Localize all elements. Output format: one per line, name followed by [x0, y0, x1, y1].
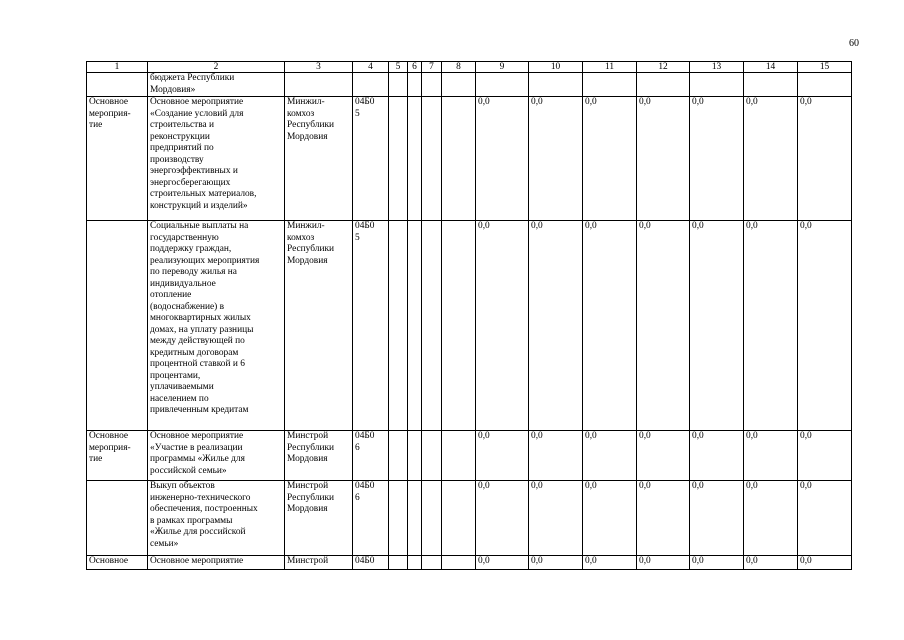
value-cell [476, 73, 529, 97]
value-cell [408, 97, 422, 221]
value-cell: 0,0 [529, 556, 583, 570]
value-cell [408, 481, 422, 556]
value-cell [408, 221, 422, 431]
value-cell: 0,0 [583, 431, 637, 481]
activity-type-cell: Основное [87, 556, 148, 570]
executor-cell: Минстрой Республики Мордовия [285, 431, 353, 481]
value-cell: 0,0 [476, 221, 529, 431]
value-cell: 0,0 [476, 97, 529, 221]
code-cell: 04Б0 5 [353, 97, 389, 221]
executor-cell: Минжил- комхоз Республики Мордовия [285, 97, 353, 221]
executor-cell: Минстрой [285, 556, 353, 570]
value-cell: 0,0 [798, 97, 852, 221]
value-cell: 0,0 [744, 221, 798, 431]
value-cell: 0,0 [744, 556, 798, 570]
value-cell: 0,0 [744, 481, 798, 556]
column-number-header: 3 [285, 62, 353, 73]
activity-type-cell: Основное мероприя- тие [87, 431, 148, 481]
value-cell [529, 73, 583, 97]
executor-cell [285, 73, 353, 97]
value-cell [389, 431, 408, 481]
page-number: 60 [849, 38, 859, 49]
column-number-header: 7 [422, 62, 442, 73]
value-cell [389, 221, 408, 431]
code-cell: 04Б0 6 [353, 481, 389, 556]
value-cell: 0,0 [529, 97, 583, 221]
value-cell: 0,0 [637, 556, 690, 570]
code-cell: 04Б0 5 [353, 221, 389, 431]
value-cell: 0,0 [690, 431, 744, 481]
column-number-header: 10 [529, 62, 583, 73]
value-cell: 0,0 [798, 431, 852, 481]
activity-name-cell: Выкуп объектов инженерно-технического обеспечения, построенных в рамках программы «Жилье для российской семьи» [148, 481, 285, 556]
value-cell: 0,0 [476, 431, 529, 481]
value-cell: 0,0 [476, 556, 529, 570]
column-number-header: 12 [637, 62, 690, 73]
table-row [87, 97, 852, 221]
value-cell: 0,0 [744, 97, 798, 221]
value-cell: 0,0 [690, 221, 744, 431]
column-number-header: 5 [389, 62, 408, 73]
value-cell [408, 431, 422, 481]
value-cell [637, 73, 690, 97]
value-cell: 0,0 [583, 481, 637, 556]
column-number-header: 11 [583, 62, 637, 73]
value-cell: 0,0 [798, 481, 852, 556]
value-cell: 0,0 [637, 481, 690, 556]
value-cell: 0,0 [798, 556, 852, 570]
value-cell [583, 73, 637, 97]
value-cell [798, 73, 852, 97]
table-row [87, 481, 852, 556]
value-cell [442, 97, 476, 221]
value-cell: 0,0 [529, 431, 583, 481]
column-number-header: 8 [442, 62, 476, 73]
value-cell [389, 97, 408, 221]
value-cell: 0,0 [583, 97, 637, 221]
column-number-header: 2 [148, 62, 285, 73]
value-cell [389, 481, 408, 556]
value-cell: 0,0 [637, 431, 690, 481]
column-number-header: 13 [690, 62, 744, 73]
value-cell [422, 481, 442, 556]
activity-name-cell: Основное мероприятие «Создание условий для строительства и реконструкции предприятий по производству энергоэффективных и энергосберегающих строительных материалов, конструкций и изделий» [148, 97, 285, 221]
value-cell [408, 556, 422, 570]
value-cell: 0,0 [583, 556, 637, 570]
column-number-row [87, 62, 852, 73]
column-number-header: 1 [87, 62, 148, 73]
value-cell: 0,0 [476, 481, 529, 556]
value-cell [389, 556, 408, 570]
value-cell: 0,0 [690, 481, 744, 556]
column-number-header: 9 [476, 62, 529, 73]
value-cell: 0,0 [529, 221, 583, 431]
value-cell: 0,0 [583, 221, 637, 431]
activity-name-cell: бюджета Республики Мордовия» [148, 73, 285, 97]
value-cell: 0,0 [637, 97, 690, 221]
column-number-header: 15 [798, 62, 852, 73]
value-cell [442, 481, 476, 556]
value-cell [422, 556, 442, 570]
value-cell [744, 73, 798, 97]
value-cell [442, 556, 476, 570]
activity-name-cell: Основное мероприятие «Участие в реализации программы «Жилье для российской семьи» [148, 431, 285, 481]
table-row [87, 73, 852, 97]
value-cell [422, 221, 442, 431]
value-cell [389, 73, 408, 97]
program-activities-table [86, 61, 852, 570]
value-cell [442, 73, 476, 97]
activity-type-cell [87, 481, 148, 556]
activity-name-cell: Основное мероприятие [148, 556, 285, 570]
activity-type-cell [87, 221, 148, 431]
value-cell [442, 431, 476, 481]
table-row [87, 221, 852, 431]
value-cell: 0,0 [690, 97, 744, 221]
code-cell: 04Б0 6 [353, 431, 389, 481]
value-cell [690, 73, 744, 97]
activity-type-cell [87, 73, 148, 97]
column-number-header: 4 [353, 62, 389, 73]
value-cell: 0,0 [529, 481, 583, 556]
value-cell [422, 73, 442, 97]
column-number-header: 14 [744, 62, 798, 73]
activity-name-cell: Социальные выплаты на государственную поддержку граждан, реализующих мероприятия по переводу жилья на индивидуальное отопление (водоснабжение) в многоквартирных жилых домах, на уплату разницы между действующей по кредитным договорам процентной ставкой и 6 процентами, уплачиваемыми населением по привлеченным кредитам [148, 221, 285, 431]
executor-cell: Минжил- комхоз Республики Мордовия [285, 221, 353, 431]
value-cell [422, 97, 442, 221]
executor-cell: Минстрой Республики Мордовия [285, 481, 353, 556]
value-cell [408, 73, 422, 97]
value-cell: 0,0 [798, 221, 852, 431]
value-cell: 0,0 [744, 431, 798, 481]
value-cell: 0,0 [690, 556, 744, 570]
column-number-header: 6 [408, 62, 422, 73]
value-cell [422, 431, 442, 481]
value-cell [442, 221, 476, 431]
code-cell [353, 73, 389, 97]
value-cell: 0,0 [637, 221, 690, 431]
table-row [87, 431, 852, 481]
table-row [87, 556, 852, 570]
activity-type-cell: Основное мероприя- тие [87, 97, 148, 221]
code-cell: 04Б0 [353, 556, 389, 570]
